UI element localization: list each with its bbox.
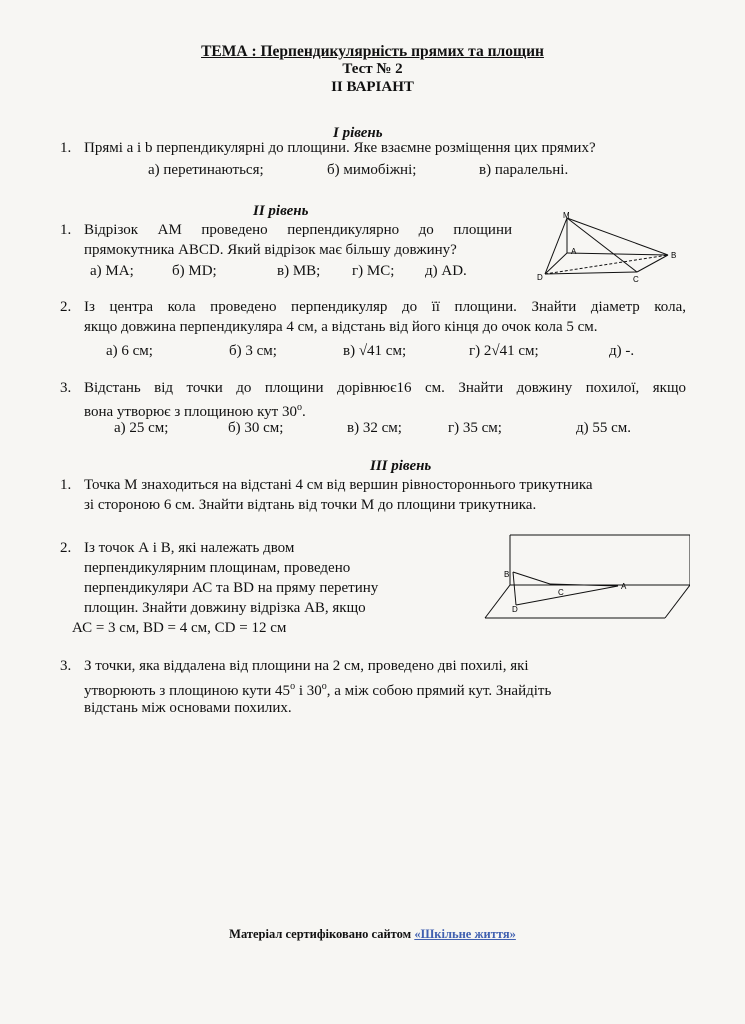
l1-q1-option-a: а) перетинаються; [148, 162, 264, 178]
l2-q2-line2: якщо довжина перпендикуляра 4 см, а відстань від його кінця до очок кола 5 см. [84, 319, 598, 335]
l2-q3-line2: вона утворює з площиною кут $30^о$. [84, 402, 306, 420]
level-2-heading: ІІ рівень [253, 203, 309, 219]
l3-q2-line2: перпендикулярним площинам, проведено [84, 560, 351, 576]
l2-q2-option-b: б) 3 см; [229, 343, 277, 359]
l3-q1-line2: зі стороною 6 см. Знайти відтань від точки М до площини трикутника. [84, 497, 537, 513]
l3-q3-number: 3. [60, 658, 72, 674]
figure-label-c: C [633, 275, 639, 284]
l2-q2-line1: Із центра кола проведено перпендикуляр до її площини. Знайти діаметр кола, [84, 299, 686, 315]
l2-q2-number: 2. [60, 299, 72, 315]
l2-q1-line1: Відрізок АМ проведено перпендикулярно до площини [84, 222, 512, 238]
l2-q2-option-a: а) 6 см; [106, 343, 153, 359]
l2-q1-line2: прямокутника АВСD. Який відрізок має більшу довжину? [84, 242, 457, 258]
figure2-label-a: A [621, 582, 627, 591]
figure-label-b: B [671, 251, 677, 260]
test-number: Тест № 2 [342, 61, 403, 77]
footer-link[interactable]: «Шкільне життя» [414, 927, 516, 941]
l2-q3-option-d: г) 35 см; [448, 420, 502, 436]
l2-q1-option-d: г) МС; [352, 263, 395, 279]
l1-q1-text: Прямі a і b перпендикулярні до площини. Яке взаємне розміщення цих прямих? [84, 140, 596, 156]
figure-label-a: A [571, 247, 577, 256]
l3-q1-line1: Точка М знаходиться на відстані 4 см від вершин рівностороннього трикутника [84, 477, 593, 493]
l2-q2-option-e: д) -. [609, 343, 635, 359]
l2-q3-number: 3. [60, 380, 72, 396]
l1-q1-number: 1. [60, 140, 72, 156]
variant-label: ІІ ВАРІАНТ [331, 79, 414, 95]
page-title: ТЕМА : Перпендикулярність прямих та площин [201, 43, 544, 60]
l2-q3-option-b: б) 30 см; [228, 420, 284, 436]
l2-q1-option-a: а) МА; [90, 263, 134, 279]
l2-q1-option-c: в) МВ; [277, 263, 321, 279]
l2-q3-line1: Відстань від точки до площини дорівнює16 см. Знайти довжину похилої, якщо [84, 380, 686, 396]
l2-q1-number: 1. [60, 222, 72, 238]
pyramid-figure [525, 208, 690, 288]
l2-q3-option-a: а) 25 см; [114, 420, 169, 436]
l3-q2-line5: АС = 3 см, ВD = 4 см, СD = 12 см [72, 620, 287, 636]
footer [0, 927, 745, 942]
l2-q3-option-e: д) 55 см. [576, 420, 632, 436]
l3-q2-line4: площин. Знайти довжину відрізка АВ, якщо [84, 600, 366, 616]
figure2-label-c: C [558, 588, 564, 597]
footer-text: Матеріал сертифіковано сайтом [229, 927, 415, 941]
figure-label-m: M [563, 211, 570, 220]
l3-q3-line1: З точки, яка віддалена від площини на 2 см, проведено дві похилі, які [84, 658, 529, 674]
l3-q1-number: 1. [60, 477, 72, 493]
l1-q1-option-b: б) мимобіжні; [327, 162, 417, 178]
l2-q2-option-c: в) √41 см; [343, 343, 407, 359]
l3-q2-line3: перпендикуляри АС та ВD на пряму перетину [84, 580, 379, 596]
l3-q3-line2: утворюють з площиною кути $45^о$ і $30^о$, а між собою прямий кут. Знайдіть [84, 681, 552, 699]
l3-q2-line1: Із точок А і В, які належать двом [84, 540, 295, 556]
l3-q2-number: 2. [60, 540, 72, 556]
level-1-heading: І рівень [333, 125, 383, 141]
l2-q2-option-d: г) 2√41 см; [469, 343, 539, 359]
l1-q1-option-c: в) паралельні. [479, 162, 569, 178]
figure2-label-d: D [512, 605, 518, 614]
figure2-label-b: B [504, 570, 510, 579]
planes-figure [480, 530, 690, 625]
figure-label-d: D [537, 273, 543, 282]
l3-q3-line3: відстань між основами похилих. [84, 700, 292, 716]
l2-q1-option-e: д) AD. [425, 263, 467, 279]
l2-q1-option-b: б) МD; [172, 263, 217, 279]
level-3-heading: ІІІ рівень [370, 458, 432, 474]
l2-q3-option-c: в) 32 см; [347, 420, 402, 436]
